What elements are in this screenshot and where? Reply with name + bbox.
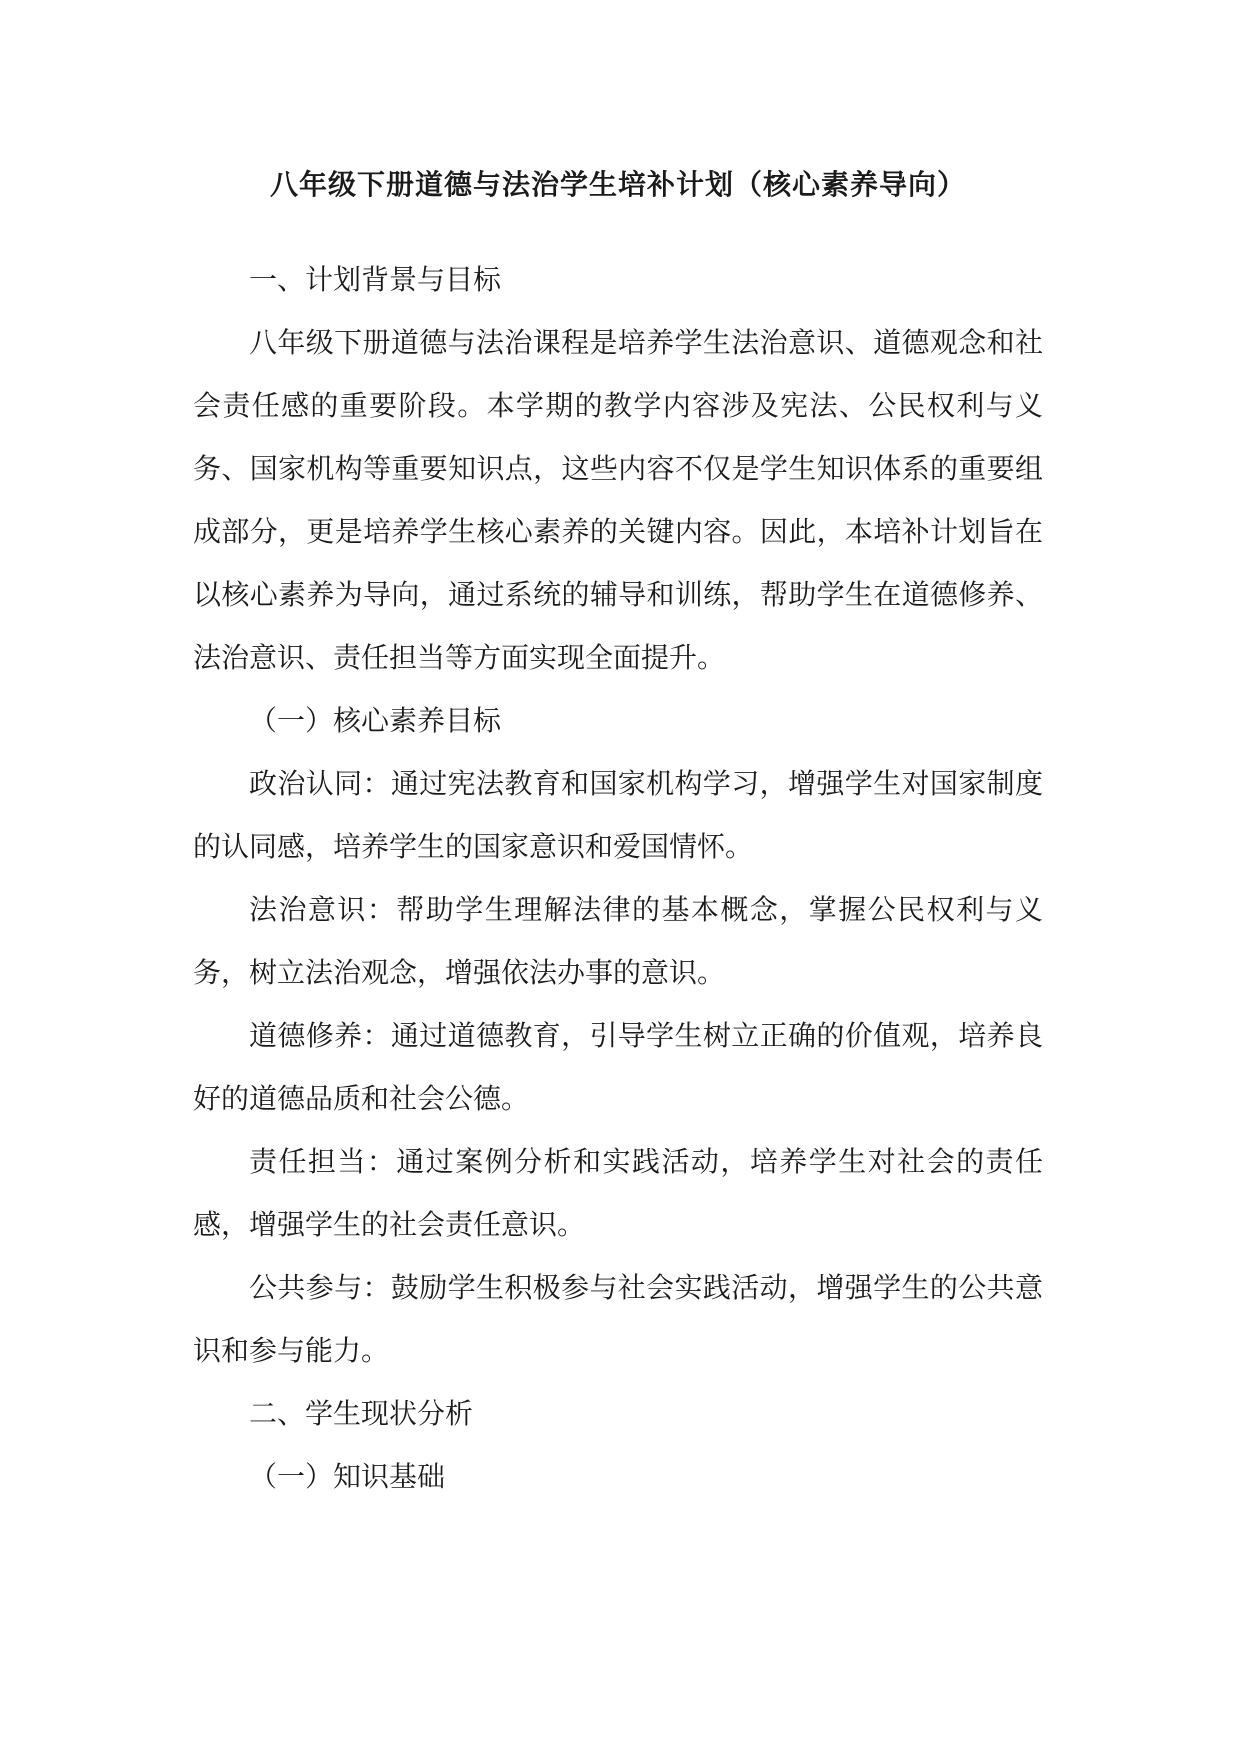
paragraph-rule-of-law: 法治意识：帮助学生理解法律的基本概念，掌握公民权利与义务，树立法治观念，增强依法办事的意识。 [193,893,1043,989]
paragraph-public-participation: 公共参与：鼓励学生积极参与社会实践活动，增强学生的公共意识和参与能力。 [193,1271,1043,1367]
paragraph-responsibility: 责任担当：通过案例分析和实践活动，培养学生对社会的责任感，增强学生的社会责任意识。 [193,1145,1043,1241]
subsection-heading-core-goals: （一）核心素养目标 [249,704,502,737]
document-title: 八年级下册道德与法治学生培补计划（核心素养导向） [269,168,966,201]
document-body [193,248,1043,1508]
paragraph-intro: 八年级下册道德与法治课程是培养学生法治意识、道德观念和社会责任感的重要阶段。本学期的教学内容涉及宪法、公民权利与义务、国家机构等重要知识点，这些内容不仅是学生知识体系的重要组成部分，更是培养学生核心素养的关键内容。因此，本培补计划旨在以核心素养为导向，通过系统的辅导和训练，帮助学生在道德修养、法治意识、责任担当等方面实现全面提升。 [193,326,1043,674]
subsection-heading-knowledge-base: （一）知识基础 [249,1460,446,1493]
section-heading-1: 一、计划背景与目标 [249,263,502,296]
section-heading-2: 二、学生现状分析 [249,1397,474,1430]
paragraph-political-identity: 政治认同：通过宪法教育和国家机构学习，增强学生对国家制度的认同感，培养学生的国家意识和爱国情怀。 [193,767,1043,863]
paragraph-moral-cultivation: 道德修养：通过道德教育，引导学生树立正确的价值观，培养良好的道德品质和社会公德。 [193,1019,1043,1115]
